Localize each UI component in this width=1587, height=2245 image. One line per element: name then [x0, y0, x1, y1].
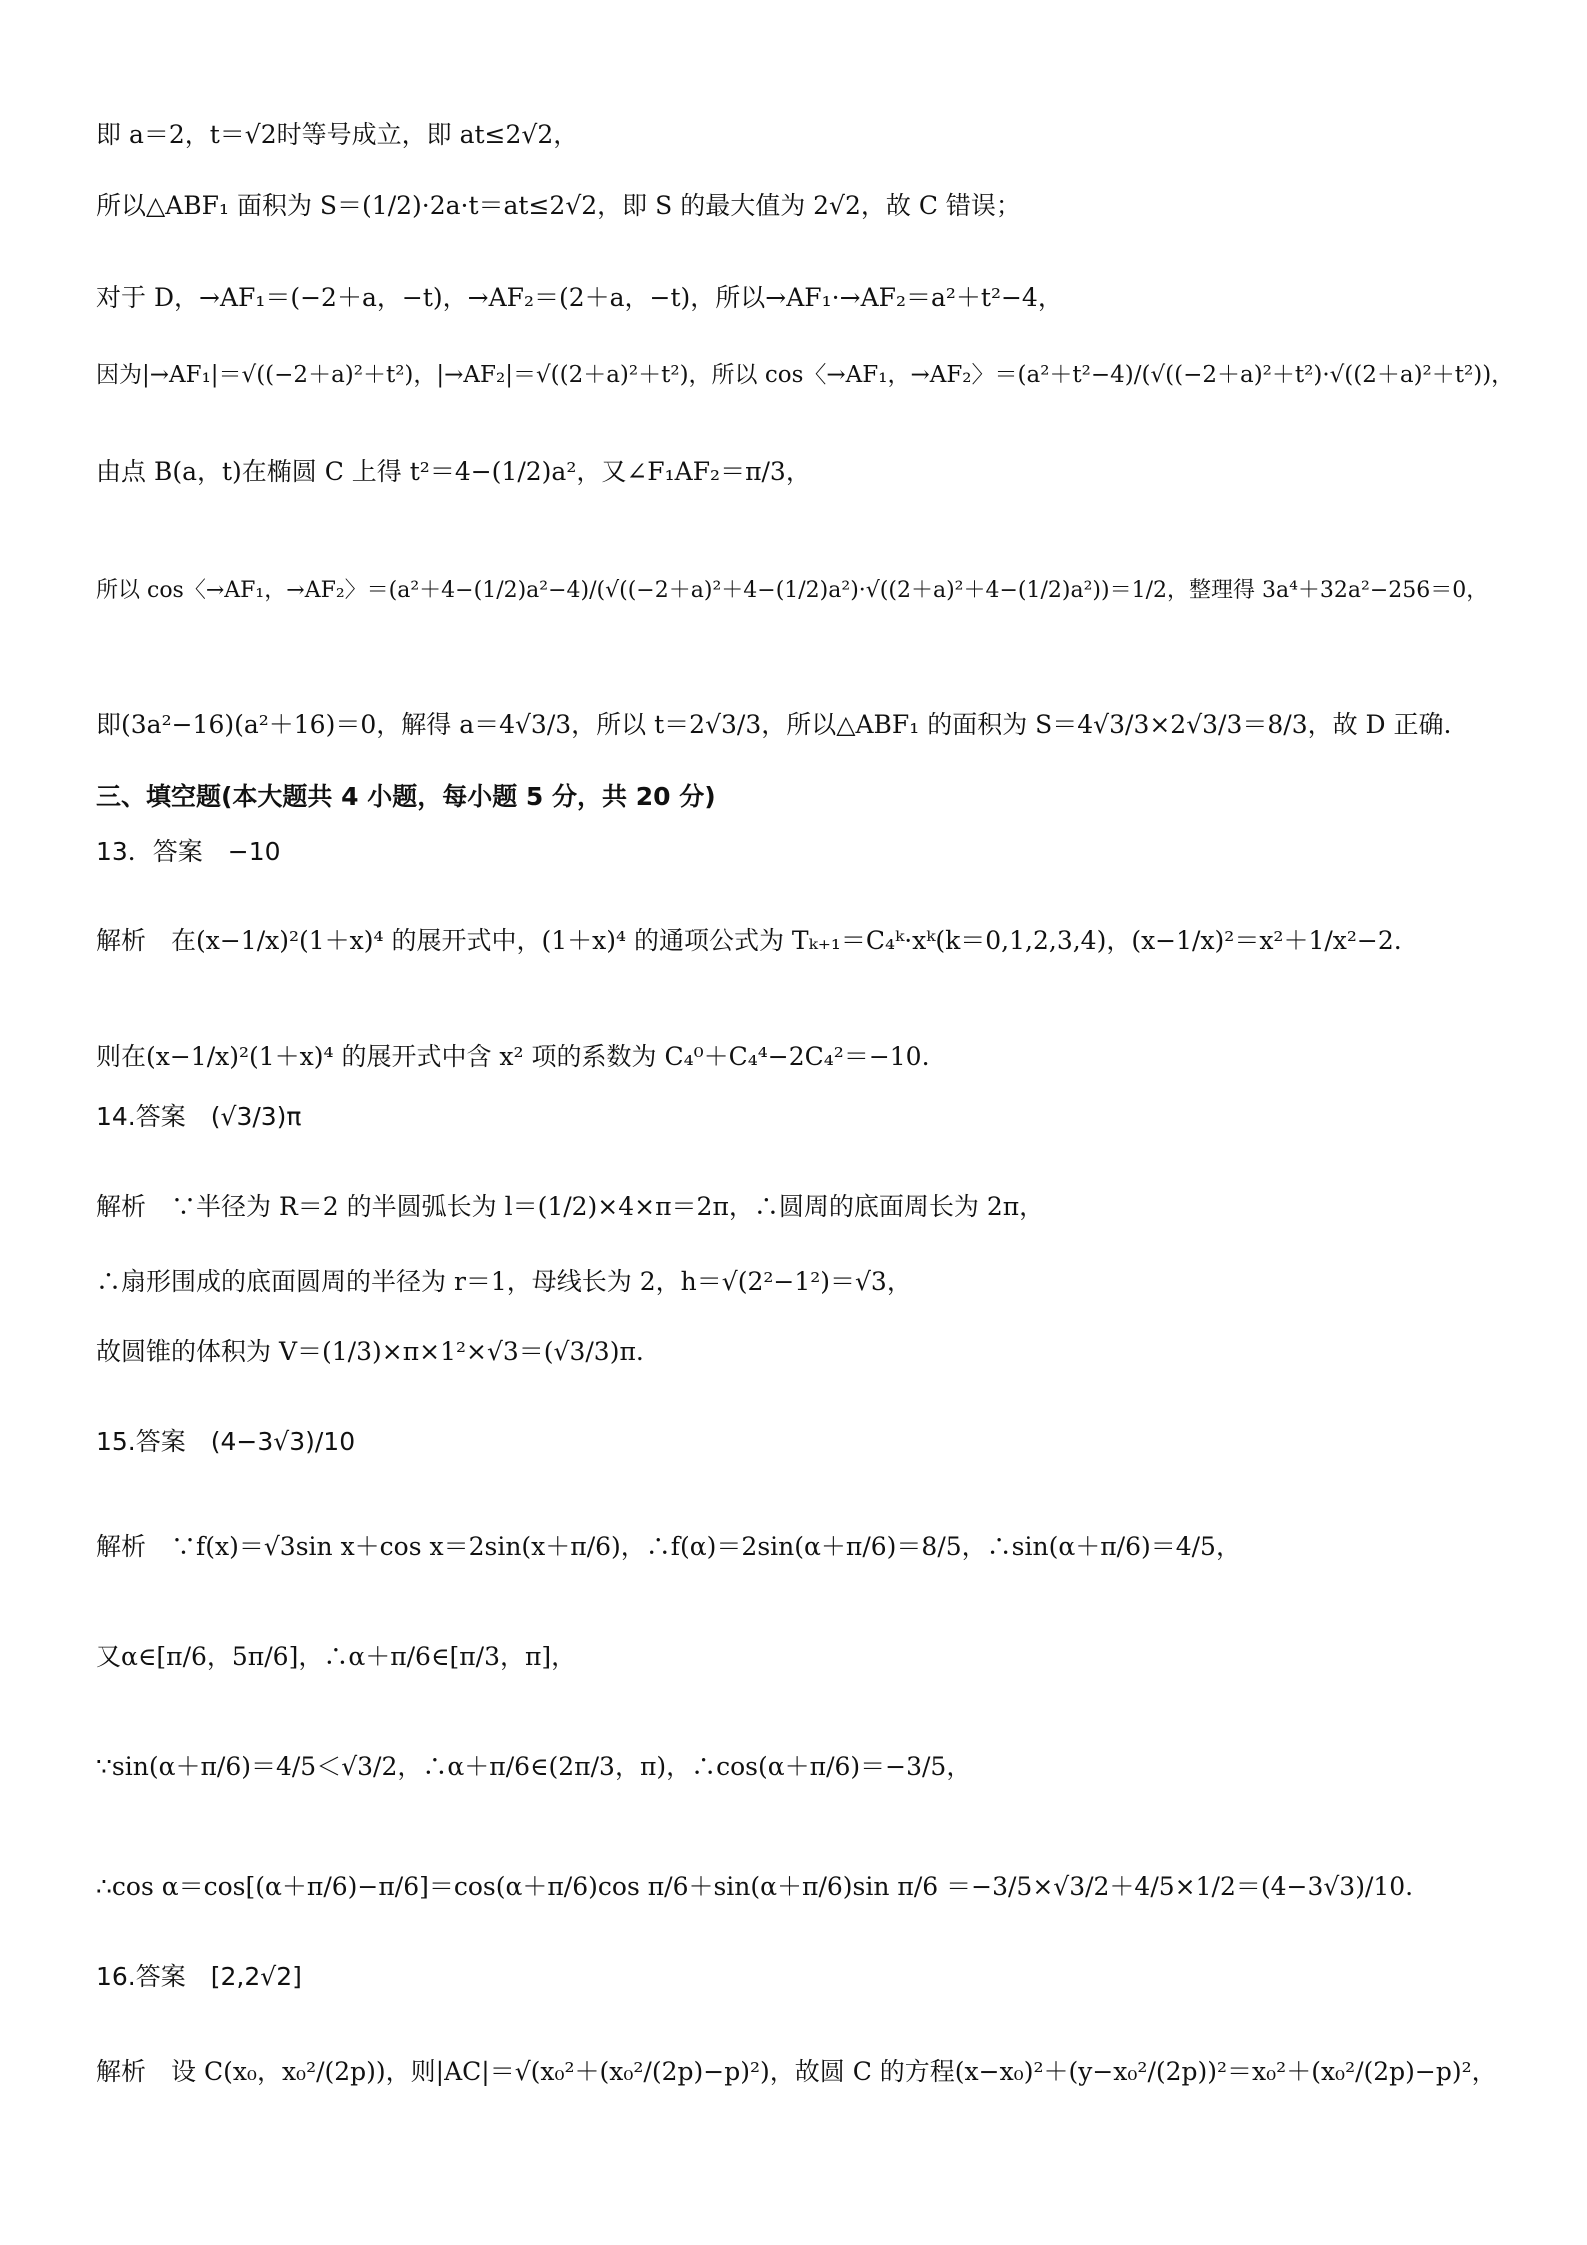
solution-line: 解析 设 C(x₀，x₀²/(2p))，则|AC|＝√(x₀²＋(x₀²/(2p)−p)²)，故圆 C 的方程(x−x₀)²＋(y−x₀²/(2p))²＝x₀²＋(x₀²/(2p)−p)²，: [96, 2057, 1497, 2086]
solution-line: 所以 cos〈→AF₁，→AF₂〉＝(a²＋4−(1/2)a²−4)/(√((−2＋a)²＋4−(1/2)a²)·√((2＋a)²＋4−(1/2)a²))＝1/2，整理得 3a⁴＋32a²−256＝0，: [96, 578, 1489, 603]
solution-line: 又α∈[π/6，5π/6]，∴α＋π/6∈[π/3，π]，: [96, 1642, 577, 1671]
solution-line: 解析 ∵半径为 R＝2 的半圆弧长为 l＝(1/2)×4×π＝2π，∴圆周的底面周长为 2π，: [96, 1192, 1045, 1221]
solution-line: ∵sin(α＋π/6)＝4/5＜√3/2，∴α＋π/6∈(2π/3，π)，∴cos(α＋π/6)＝−3/5，: [96, 1752, 972, 1781]
solution-line: ∴cos α＝cos[(α＋π/6)−π/6]＝cos(α＋π/6)cos π/6＋sin(α＋π/6)sin π/6 ＝−3/5×√3/2＋4/5×1/2＝(4−3√3)/10.: [96, 1872, 1414, 1901]
section-heading: 三、填空题(本大题共 4 小题，每小题 5 分，共 20 分): [96, 782, 716, 811]
solution-line: 因为|→AF₁|＝√((−2＋a)²＋t²)，|→AF₂|＝√((2＋a)²＋t²)，所以 cos〈→AF₁，→AF₂〉＝(a²＋t²−4)/(√((−2＋a)²＋t²)·√((2＋a)²＋t²))，: [96, 362, 1515, 388]
solution-line: 故圆锥的体积为 V＝(1/3)×π×1²×√3＝(√3/3)π.: [96, 1337, 644, 1366]
solution-line: 由点 B(a，t)在椭圆 C 上得 t²＝4−(1/2)a²，又∠F₁AF₂＝π/3，: [96, 457, 811, 486]
solution-line: 所以△ABF₁ 面积为 S＝(1/2)·2a·t＝at≤2√2，即 S 的最大值为 2√2，故 C 错误；: [96, 191, 1021, 220]
solution-line: 即(3a²−16)(a²＋16)＝0，解得 a＝4√3/3，所以 t＝2√3/3，所以△ABF₁ 的面积为 S＝4√3/3×2√3/3＝8/3，故 D 正确.: [96, 710, 1452, 739]
answer-13: 13．答案 −10: [96, 837, 281, 866]
solution-line: ∴扇形围成的底面圆周的半径为 r＝1，母线长为 2，h＝√(2²−1²)＝√3，: [96, 1267, 912, 1296]
solution-line: 对于 D，→AF₁＝(−2＋a，−t)，→AF₂＝(2＋a，−t)，所以→AF₁·→AF₂＝a²＋t²−4，: [96, 283, 1063, 312]
answer-16: 16.答案 [2,2√2]: [96, 1962, 302, 1991]
solution-line: 即 a＝2，t＝√2时等号成立，即 at≤2√2，: [96, 120, 579, 149]
answer-15: 15.答案 (4−3√3)/10: [96, 1427, 356, 1456]
answer-14: 14.答案 (√3/3)π: [96, 1102, 302, 1131]
solution-line: 解析 ∵f(x)＝√3sin x＋cos x＝2sin(x＋π/6)，∴f(α)＝2sin(α＋π/6)＝8/5，∴sin(α＋π/6)＝4/5，: [96, 1532, 1241, 1561]
solution-line: 则在(x−1/x)²(1＋x)⁴ 的展开式中含 x² 项的系数为 C₄⁰＋C₄⁴−2C₄²＝−10.: [96, 1042, 930, 1071]
solution-line: 解析 在(x−1/x)²(1＋x)⁴ 的展开式中，(1＋x)⁴ 的通项公式为 Tₖ₊₁＝C₄ᵏ·xᵏ(k＝0,1,2,3,4)，(x−1/x)²＝x²＋1/x²−2.: [96, 926, 1402, 955]
